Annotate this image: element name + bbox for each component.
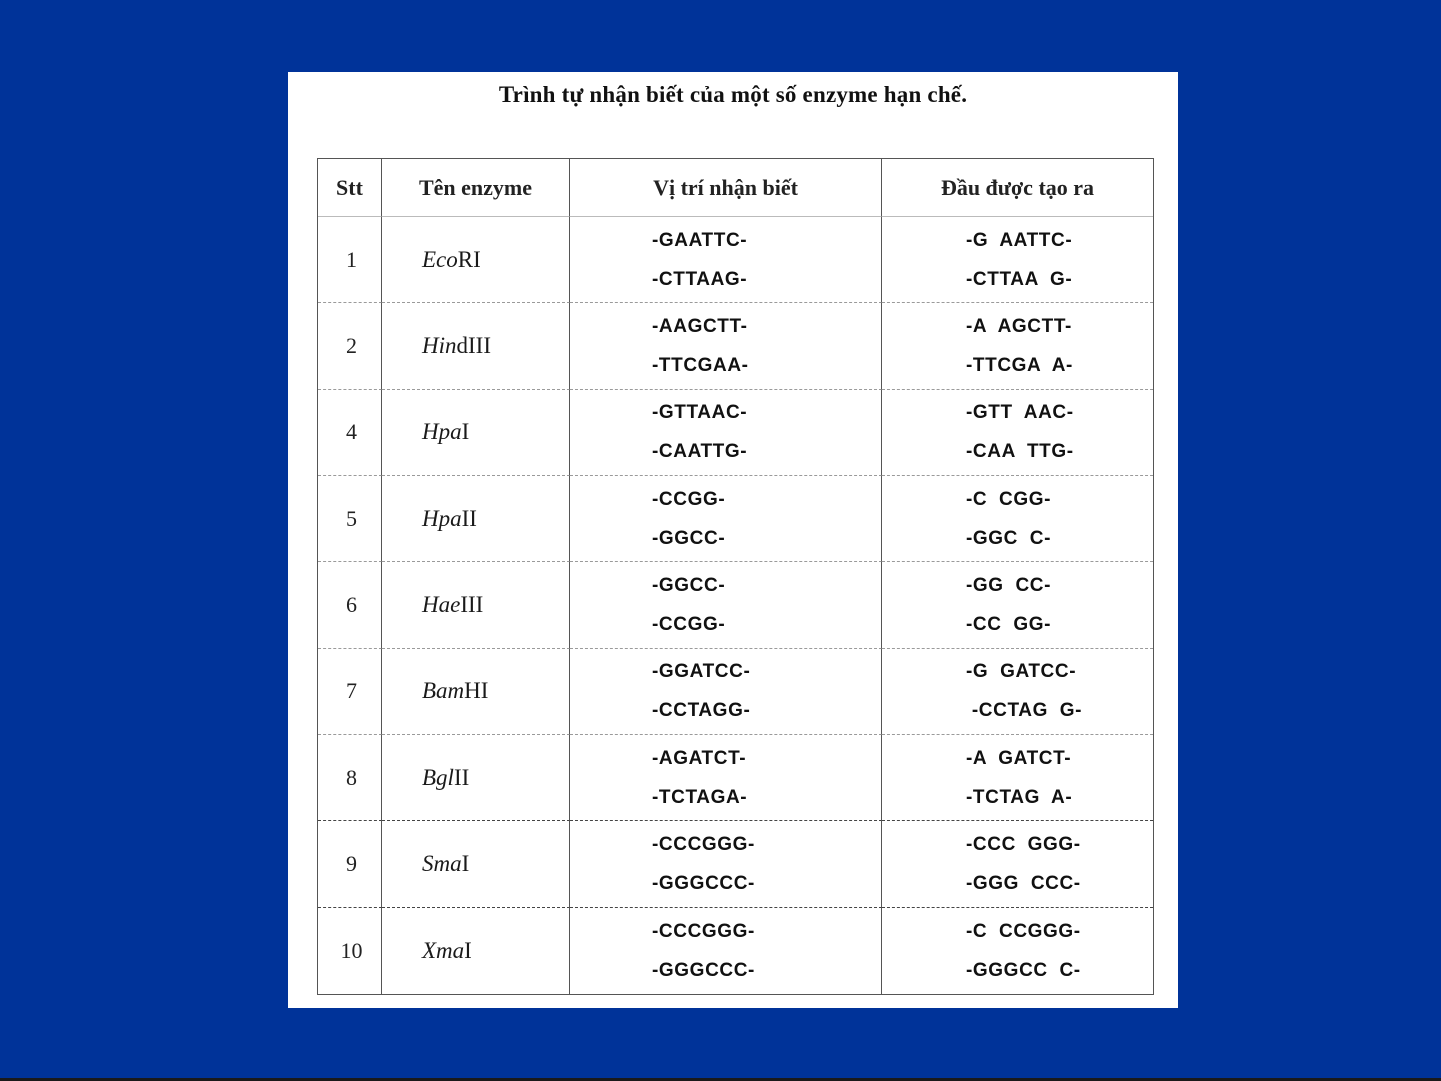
ends-bottom-strand: -GGC C- <box>966 527 1052 549</box>
table-row-stt: 1 <box>318 217 382 303</box>
document-panel <box>288 72 1178 1008</box>
ends-bottom-strand: -CAA TTG- <box>966 441 1074 463</box>
site-bottom-strand: -GGCC- <box>652 527 726 549</box>
enzyme-strain-suffix: II <box>453 764 470 790</box>
table-row-enzyme-name <box>382 649 570 735</box>
enzyme-strain-suffix: dIII <box>456 332 491 358</box>
table-row-resulting-ends <box>882 649 1153 735</box>
header-stt: Stt <box>318 159 382 217</box>
enzyme-strain-suffix: III <box>460 591 484 617</box>
table-row-enzyme-name <box>382 735 570 821</box>
ends-bottom-strand: -CCTAG G- <box>966 700 1083 722</box>
site-bottom-strand: -CCGG- <box>652 613 726 635</box>
table-row-recognition-site <box>570 821 882 907</box>
table-row-stt: 4 <box>318 390 382 476</box>
ends-top-strand: -G AATTC- <box>966 229 1073 251</box>
table-row-resulting-ends <box>882 821 1153 907</box>
header-recognition-site: Vị trí nhận biết <box>570 159 882 217</box>
table-row-enzyme-name <box>382 476 570 562</box>
ends-top-strand: -CCC GGG- <box>966 833 1081 855</box>
site-top-strand: -AGATCT- <box>652 747 747 769</box>
enzyme-strain-suffix: RI <box>457 246 481 272</box>
enzyme-strain-suffix: I <box>461 850 470 876</box>
table-row-resulting-ends <box>882 562 1153 648</box>
site-bottom-strand: -TCTAGA- <box>652 786 748 808</box>
enzyme-genus-abbrev: Bam <box>422 678 465 704</box>
table-row-stt: 2 <box>318 303 382 389</box>
site-top-strand: -GAATTC- <box>652 229 748 251</box>
table-row-recognition-site <box>570 390 882 476</box>
site-top-strand: -CCCGGG- <box>652 833 755 855</box>
ends-bottom-strand: -TCTAG A- <box>966 786 1073 808</box>
site-top-strand: -GTTAAC- <box>652 402 748 424</box>
table-row-resulting-ends <box>882 476 1153 562</box>
enzyme-strain-suffix: I <box>461 419 470 445</box>
ends-bottom-strand: -GGGCC C- <box>966 959 1081 981</box>
enzyme-strain-suffix: II <box>461 505 477 531</box>
ends-top-strand: -GG CC- <box>966 574 1052 596</box>
ends-top-strand: -G GATCC- <box>966 661 1077 683</box>
site-bottom-strand: -GGGCCC- <box>652 959 755 981</box>
enzyme-genus-abbrev: Bgl <box>422 764 454 790</box>
table-title: Trình tự nhận biết của một số enzyme hạn chế. <box>498 82 968 107</box>
table-row-recognition-site <box>570 908 882 994</box>
table-row-stt: 10 <box>318 908 382 994</box>
ends-top-strand: -A GATCT- <box>966 747 1072 769</box>
site-bottom-strand: -CAATTG- <box>652 441 748 463</box>
table-row-stt: 9 <box>318 821 382 907</box>
ends-bottom-strand: -CTTAA G- <box>966 268 1073 290</box>
table-row-enzyme-name <box>382 562 570 648</box>
table-row-recognition-site <box>570 649 882 735</box>
enzyme-genus-abbrev: Sma <box>422 850 462 876</box>
table-row-recognition-site <box>570 303 882 389</box>
table-row-enzyme-name <box>382 303 570 389</box>
site-bottom-strand: -GGGCCC- <box>652 872 755 894</box>
table-row-resulting-ends <box>882 908 1153 994</box>
site-top-strand: -GGATCC- <box>652 661 751 683</box>
table-row-stt: 6 <box>318 562 382 648</box>
table-row-enzyme-name <box>382 390 570 476</box>
enzyme-genus-abbrev: Hpa <box>422 419 462 445</box>
ends-bottom-strand: -TTCGA A- <box>966 354 1073 376</box>
ends-bottom-strand: -GGG CCC- <box>966 872 1081 894</box>
ends-bottom-strand: -CC GG- <box>966 613 1052 635</box>
table-row-resulting-ends <box>882 735 1153 821</box>
enzyme-strain-suffix: I <box>464 937 472 963</box>
site-bottom-strand: -CTTAAG- <box>652 268 748 290</box>
site-top-strand: -CCGG- <box>652 488 726 510</box>
table-row-enzyme-name <box>382 908 570 994</box>
table-row-enzyme-name <box>382 821 570 907</box>
site-top-strand: -AAGCTT- <box>652 315 748 337</box>
enzyme-genus-abbrev: Hae <box>422 591 461 617</box>
table-row-resulting-ends <box>882 217 1153 303</box>
site-bottom-strand: -CCTAGG- <box>652 700 751 722</box>
table-row-recognition-site <box>570 217 882 303</box>
header-enzyme-name: Tên enzyme <box>382 159 570 217</box>
enzyme-strain-suffix: HI <box>464 678 489 704</box>
ends-top-strand: -GTT AAC- <box>966 402 1074 424</box>
table-row-resulting-ends <box>882 303 1153 389</box>
table-row-stt: 8 <box>318 735 382 821</box>
enzyme-genus-abbrev: Xma <box>422 937 465 963</box>
ends-top-strand: -C CGG- <box>966 488 1052 510</box>
site-top-strand: -CCCGGG- <box>652 920 755 942</box>
site-bottom-strand: -TTCGAA- <box>652 354 749 376</box>
enzyme-genus-abbrev: Eco <box>422 246 458 272</box>
header-resulting-ends: Đầu được tạo ra <box>882 159 1153 217</box>
enzyme-genus-abbrev: Hpa <box>422 505 462 531</box>
site-top-strand: -GGCC- <box>652 574 726 596</box>
table-row-recognition-site <box>570 562 882 648</box>
table-row-resulting-ends <box>882 390 1153 476</box>
ends-top-strand: -C CCGGG- <box>966 920 1081 942</box>
ends-top-strand: -A AGCTT- <box>966 315 1072 337</box>
table-row-enzyme-name <box>382 217 570 303</box>
table-row-recognition-site <box>570 735 882 821</box>
table-row-stt: 7 <box>318 649 382 735</box>
enzyme-genus-abbrev: Hin <box>422 332 457 358</box>
table-row-stt: 5 <box>318 476 382 562</box>
table-row-recognition-site <box>570 476 882 562</box>
enzyme-table <box>317 158 1154 995</box>
